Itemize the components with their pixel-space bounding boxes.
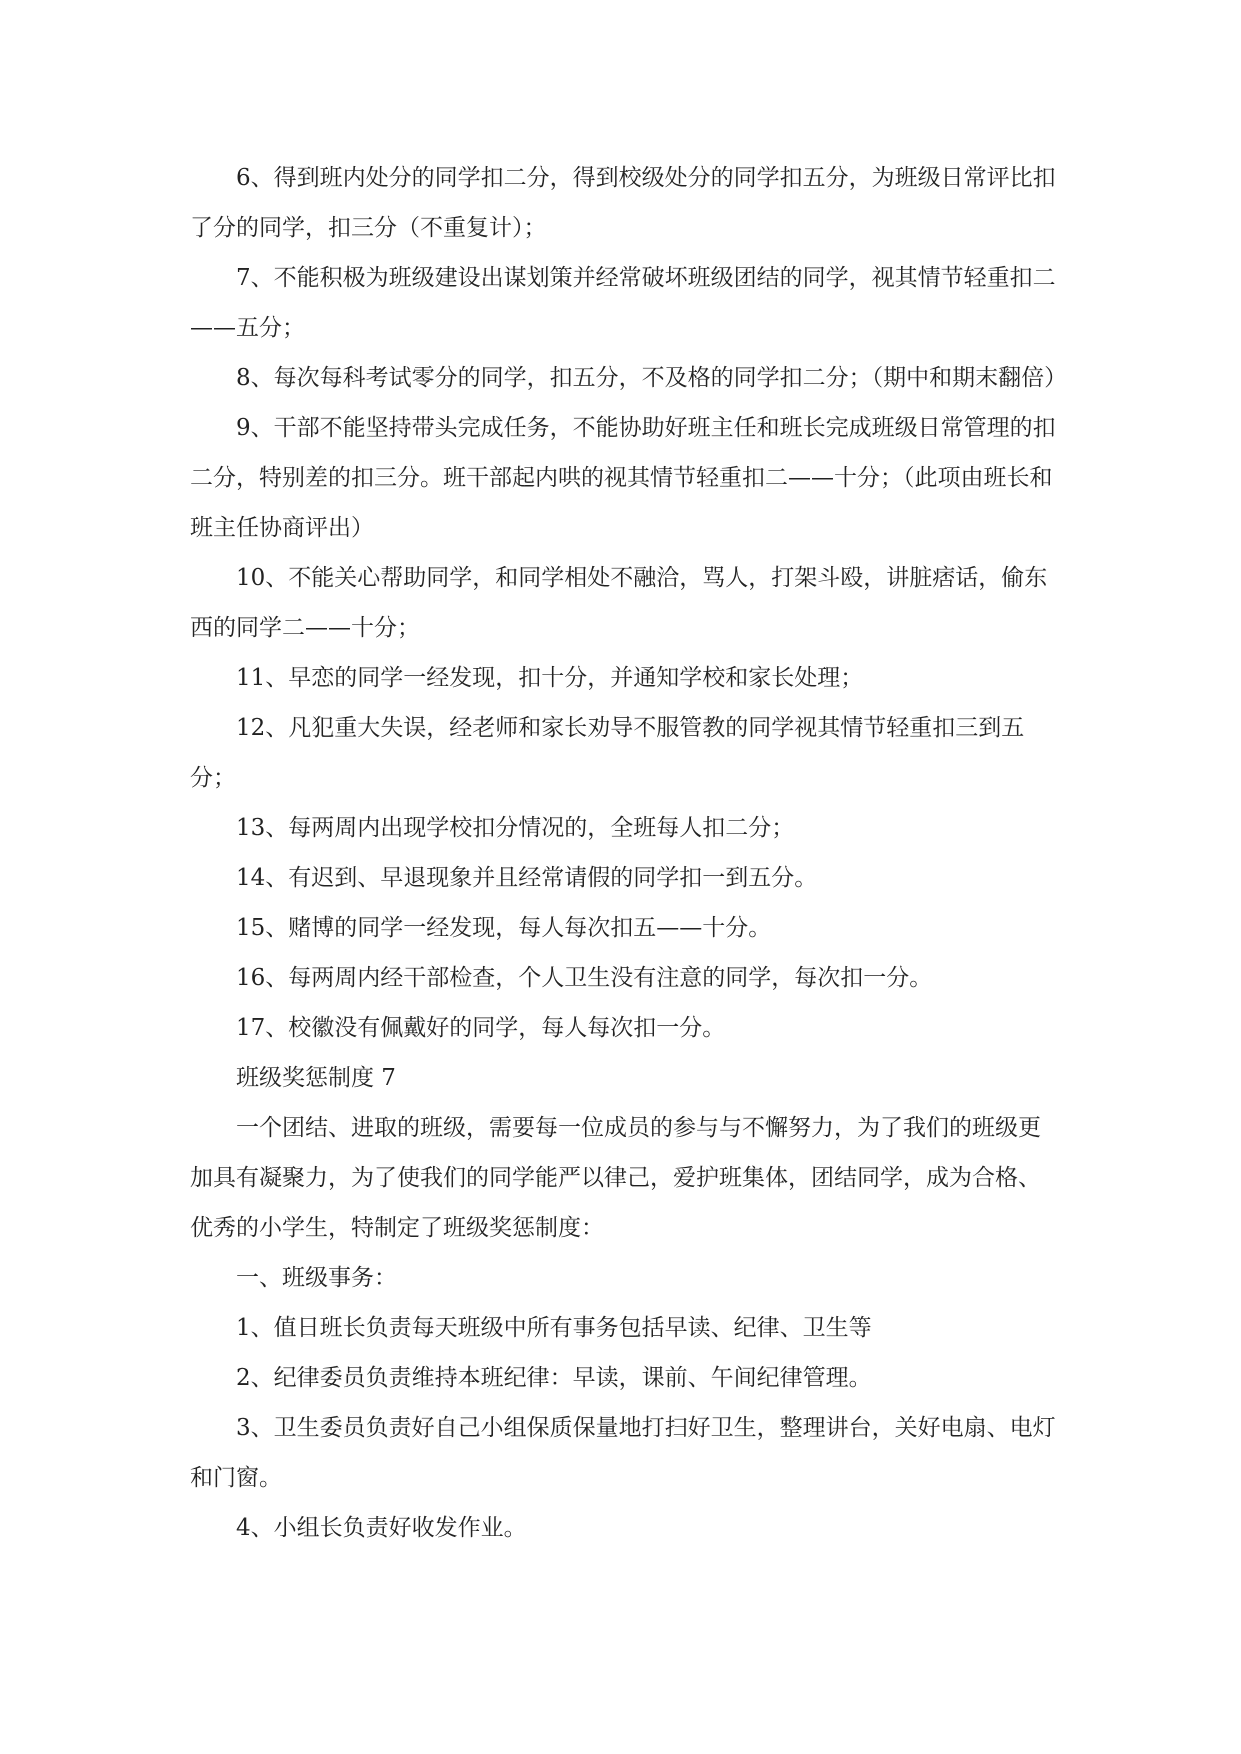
- rule-item-17: 17、校徽没有佩戴好的同学，每人每次扣一分。: [236, 1015, 726, 1041]
- rule-item-10: 10、不能关心帮助同学，和同学相处不融洽，骂人，打架斗殴，讲脏痞话，偷东西的同学二——十分；: [190, 565, 1048, 641]
- document-body: [190, 153, 1068, 1553]
- duty-item-3: 3、卫生委员负责好自己小组保质保量地打扫好卫生，整理讲台，关好电扇、电灯和门窗。: [190, 1415, 1056, 1491]
- rule-item-11: 11、早恋的同学一经发现，扣十分，并通知学校和家长处理；: [236, 665, 864, 691]
- section-title: 班级奖惩制度 7: [236, 1065, 396, 1091]
- section-intro: 一个团结、进取的班级，需要每一位成员的参与与不懈努力，为了我们的班级更加具有凝聚力，为了使我们的同学能严以律己，爱护班集体，团结同学，成为合格、优秀的小学生，特制定了班级奖惩制度：: [190, 1115, 1041, 1241]
- duty-item-1: 1、值日班长负责每天班级中所有事务包括早读、纪律、卫生等: [236, 1315, 872, 1341]
- rule-item-6: 6、得到班内处分的同学扣二分，得到校级处分的同学扣五分，为班级日常评比扣了分的同学，扣三分（不重复计）；: [190, 165, 1056, 241]
- rule-item-9: 9、干部不能坚持带头完成任务，不能协助好班主任和班长完成班级日常管理的扣二分，特别差的扣三分。班干部起内哄的视其情节轻重扣二——十分；（此项由班长和班主任协商评出）: [190, 415, 1056, 541]
- rule-item-8: 8、每次每科考试零分的同学，扣五分，不及格的同学扣二分；（期中和期末翻倍）: [236, 365, 1068, 391]
- rule-item-14: 14、有迟到、早退现象并且经常请假的同学扣一到五分。: [236, 865, 818, 891]
- subsection-heading: 一、班级事务：: [236, 1265, 397, 1291]
- rule-item-7: 7、不能积极为班级建设出谋划策并经常破坏班级团结的同学，视其情节轻重扣二——五分；: [190, 265, 1056, 341]
- rule-item-12: 12、凡犯重大失误，经老师和家长劝导不服管教的同学视其情节轻重扣三到五分；: [190, 715, 1025, 791]
- duty-item-4: 4、小组长负责好收发作业。: [236, 1515, 527, 1541]
- rule-item-13: 13、每两周内出现学校扣分情况的，全班每人扣二分；: [236, 815, 795, 841]
- rule-item-15: 15、赌博的同学一经发现，每人每次扣五——十分。: [236, 915, 772, 941]
- rule-item-16: 16、每两周内经干部检查，个人卫生没有注意的同学，每次扣一分。: [236, 965, 933, 991]
- duty-item-2: 2、纪律委员负责维持本班纪律：早读，课前、午间纪律管理。: [236, 1365, 872, 1391]
